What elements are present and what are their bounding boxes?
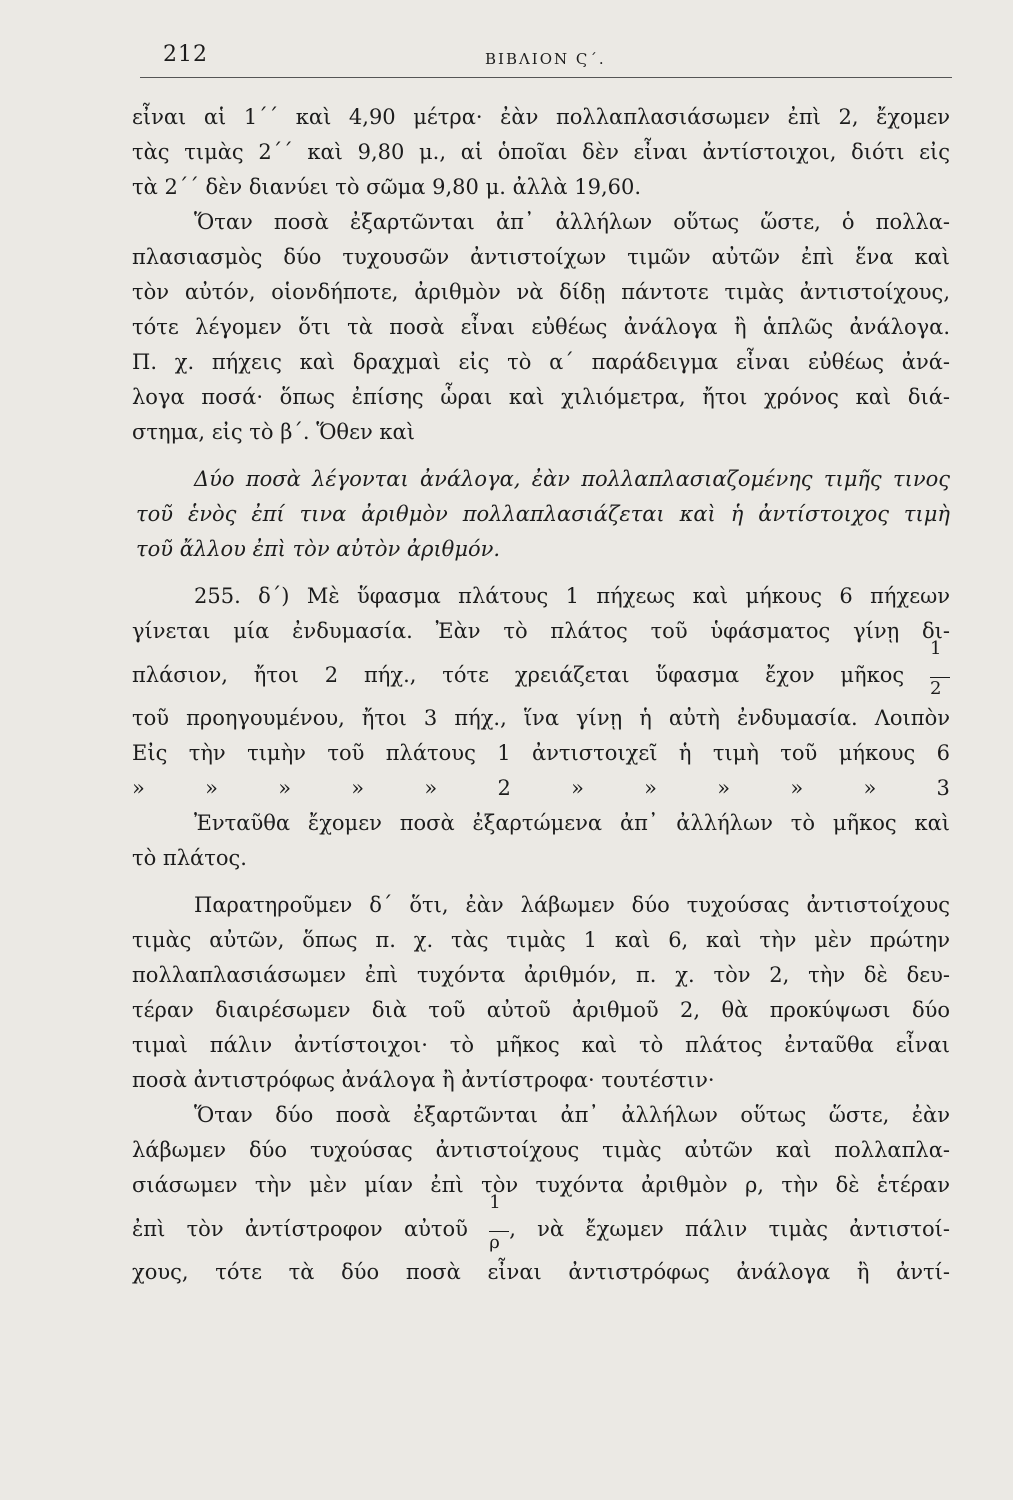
fraction-numerator: 1 <box>489 1191 501 1213</box>
ditto-mark: » <box>644 776 658 800</box>
fraction-denominator: ρ <box>489 1231 500 1253</box>
page-header <box>0 38 1013 78</box>
text-line: τὰ 2΄΄ δὲν διανύει τὸ σῶμα 9,80 μ. ἀλλὰ 19,60. <box>132 175 642 199</box>
page-number: 212 <box>163 42 208 67</box>
text-line: σιάσωμεν τὴν μὲν μίαν ἐπὶ τὸν τυχόντα ἀριθμὸν ρ, τὴν δὲ ἑτέραν <box>132 1173 950 1197</box>
text-line: 255. δ΄) Μὲ ὕφασμα πλάτους 1 πήχεως καὶ μήκους 6 πήχεων <box>194 584 950 608</box>
text-line: τὸ πλάτος. <box>132 846 247 870</box>
text-line: τοῦ προηγουμένου, ἤτοι 3 πήχ., ἵνα γίνῃ ἡ αὐτὴ ἐνδυμασία. Λοιπὸν <box>132 706 950 730</box>
text-line: Παρατηροῦμεν δ΄ ὅτι, ἐὰν λάβωμεν δύο τυχούσας ἀντιστοίχους <box>194 893 950 917</box>
ditto-mark: » <box>571 776 584 800</box>
text-line: πλασιασμὸς δύο τυχουσῶν ἀντιστοίχων τιμῶν αὐτῶν ἐπὶ ἕνα καὶ <box>132 245 950 269</box>
text-line: Ὅταν ποσὰ ἐξαρτῶνται ἀπ᾿ ἀλλήλων οὕτως ὥστε, ὁ πολλα- <box>194 210 950 234</box>
paragraph-4 <box>132 888 950 1098</box>
text-line: εἶναι αἱ 1΄΄ καὶ 4,90 μέτρα· ἐὰν πολλαπλασιάσωμεν ἐπὶ 2, ἔχομεν <box>132 105 950 129</box>
text-line: τὸν αὐτόν, οἱονδήποτε, ἀριθμὸν νὰ δίδῃ πάντοτε τιμὰς ἀντιστοίχους, <box>132 280 950 304</box>
text-line: τιμὰς αὐτῶν, ὅπως π. χ. τὰς τιμὰς 1 καὶ 6, καὶ τὴν μὲν πρώτην <box>132 928 950 952</box>
ditto-mark: » <box>132 776 145 800</box>
page-body <box>132 100 950 1290</box>
fraction-one-over-rho <box>489 1191 509 1257</box>
text-line: στημα, εἰς τὸ β΄. Ὅθεν καὶ <box>132 420 415 444</box>
ditto-mark: » <box>205 776 218 800</box>
ditto-value: 3 <box>936 776 950 800</box>
definition-line: τοῦ ἄλλου ἐπὶ τὸν αὐτὸν ἀριθμόν. <box>136 537 501 561</box>
header-rule <box>140 77 952 78</box>
ditto-mark: » <box>424 776 438 800</box>
definition-proportional <box>132 462 950 567</box>
text-line: χους, τότε τὰ δύο ποσὰ εἶναι ἀντιστρόφως ἀνάλογα ἢ ἀντί- <box>132 1260 950 1284</box>
definition-line: τοῦ ἑνὸς ἐπί τινα ἀριθμὸν πολλαπλασιάζεται καὶ ἡ ἀντίστοιχος τιμὴ <box>136 502 950 526</box>
paragraph-5 <box>132 1098 950 1290</box>
text-segment: , νὰ ἔχωμεν πάλιν τιμὰς ἀντιστοί- <box>509 1217 950 1241</box>
text-line: Εἰς τὴν τιμὴν τοῦ πλάτους 1 ἀντιστοιχεῖ ἡ τιμὴ τοῦ μήκους 6 <box>132 741 950 765</box>
text-line: λάβωμεν δύο τυχούσας ἀντιστοίχους τιμὰς αὐτῶν καὶ πολλαπλα- <box>132 1138 950 1162</box>
fraction-one-half <box>930 637 950 703</box>
text-line: ποσὰ ἀντιστρόφως ἀνάλογα ἢ ἀντίστροφα· τουτέστιν· <box>132 1068 715 1092</box>
text-line-with-fraction <box>132 637 950 701</box>
text-line-with-fraction <box>132 1191 950 1255</box>
text-line: λογα ποσά· ὅπως ἐπίσης ὧραι καὶ χιλιόμετρα, ἤτοι χρόνος καὶ διά- <box>132 385 950 409</box>
text-line: Ὅταν δύο ποσὰ ἐξαρτῶνται ἀπ᾿ ἀλλήλων οὕτως ὥστε, ἐὰν <box>194 1103 950 1127</box>
text-segment: πλάσιον, ἤτοι 2 πήχ., τότε χρειάζεται ὕφασμα ἔχον μῆκος <box>132 663 905 687</box>
ditto-value: 2 <box>497 776 511 800</box>
text-line: τότε λέγομεν ὅτι τὰ ποσὰ εἶναι εὐθέως ἀνάλογα ἢ ἁπλῶς ἀνάλογα. <box>132 315 950 339</box>
text-line: Ἐνταῦθα ἔχομεν ποσὰ ἐξαρτώμενα ἀπ᾿ ἀλλήλων τὸ μῆκος καὶ <box>194 811 950 835</box>
text-line: τιμαὶ πάλιν ἀντίστοιχοι· τὸ μῆκος καὶ τὸ πλάτος ἐνταῦθα εἶναι <box>132 1033 950 1057</box>
running-head: ΒΙΒΛΙΟΝ Ϛ΄. <box>485 50 606 68</box>
paragraph-255 <box>132 579 950 876</box>
ditto-mark: » <box>790 776 804 800</box>
ditto-mark: » <box>863 776 877 800</box>
fraction-denominator: 2 <box>930 677 942 699</box>
text-line: Π. χ. πήχεις καὶ δραχμαὶ εἰς τὸ α΄ παράδειγμα εἶναι εὐθέως ἀνά- <box>132 350 950 374</box>
ditto-mark: » <box>278 776 292 800</box>
text-line: πολλαπλασιάσωμεν ἐπὶ τυχόντα ἀριθμόν, π. χ. τὸν 2, τὴν δὲ δευ- <box>132 963 950 987</box>
fraction-numerator: 1 <box>930 637 942 659</box>
text-line: τὰς τιμὰς 2΄΄ καὶ 9,80 μ., αἱ ὁποῖαι δὲν εἶναι ἀντίστοιχοι, διότι εἰς <box>132 140 950 164</box>
paragraph-2 <box>132 205 950 450</box>
ditto-row <box>132 771 950 806</box>
text-line: γίνεται μία ἐνδυμασία. Ἐὰν τὸ πλάτος τοῦ ὑφάσματος γίνῃ δι- <box>132 619 950 643</box>
paragraph-1 <box>132 100 950 205</box>
text-segment: ἐπὶ τὸν ἀντίστροφον αὐτοῦ <box>132 1217 468 1241</box>
definition-line: Δύο ποσὰ λέγονται ἀνάλογα, ἐὰν πολλαπλασιαζομένης τιμῆς τινος <box>194 467 950 491</box>
text-line: τέραν διαιρέσωμεν διὰ τοῦ αὐτοῦ ἀριθμοῦ 2, θὰ προκύψωσι δύο <box>132 998 950 1022</box>
ditto-mark: » <box>351 776 365 800</box>
ditto-mark: » <box>717 776 731 800</box>
